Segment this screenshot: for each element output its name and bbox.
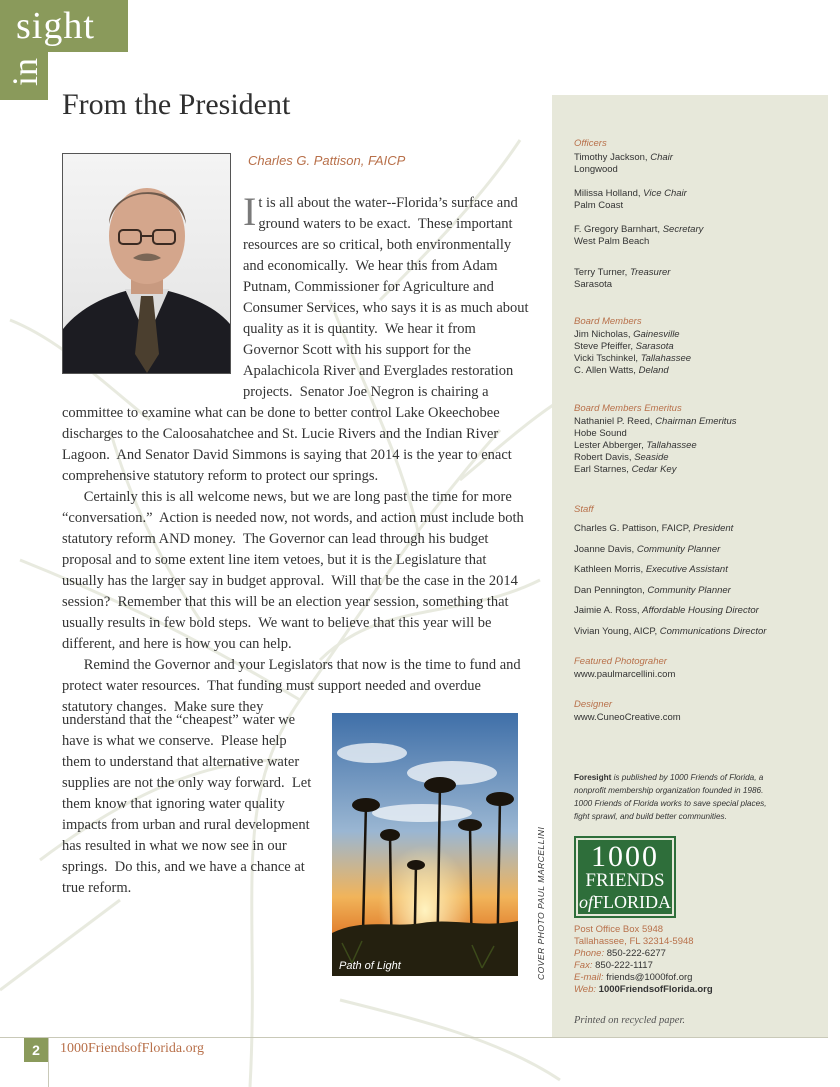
- web-label: Web:: [574, 984, 597, 995]
- footer-website-link[interactable]: 1000FriendsofFlorida.org: [60, 1041, 205, 1056]
- page-number: 2: [24, 1038, 48, 1062]
- logo-friends: FRIENDS: [585, 870, 665, 891]
- board-member-city: Deland: [638, 365, 669, 376]
- article-text-line: and economically. We hear this from Adam: [243, 258, 498, 274]
- officer-role: Chair: [650, 152, 673, 163]
- board-member-city: Sarasota: [635, 341, 674, 352]
- address-line-1: Post Office Box 5948: [574, 924, 664, 935]
- photographer-link[interactable]: www.paulmarcellini.com: [574, 669, 676, 680]
- article-text-line: resources are so critical, both environmentally: [243, 237, 512, 253]
- article-text-line: understand that the “cheapest” water we: [62, 712, 296, 728]
- emeritus-section: [574, 403, 736, 476]
- article-text-line: usually has the larger say in budget approval. Will that be the case in the 2014: [62, 573, 518, 589]
- staff-name: Vivian Young, AICP,: [574, 625, 660, 637]
- article-text-line: Governor Scott with his support for the: [243, 342, 471, 358]
- email-link[interactable]: friends@1000fof.org: [606, 972, 693, 983]
- fax-value: 850-222-1117: [595, 960, 653, 971]
- board-member-name: Jim Nicholas,: [574, 329, 634, 340]
- article-text-line: “conversation.” Action is needed now, not words, and action must include both: [62, 510, 524, 526]
- article-text-line: committee to examine what can be done to better control Lake Okeechobee: [62, 405, 500, 421]
- footer-rule: [48, 1038, 49, 1087]
- section-tab-label: sight: [16, 5, 95, 47]
- emeritus-name: Robert Davis,: [574, 452, 635, 463]
- article-text-line: them know that ignoring water quality: [62, 796, 285, 812]
- article-text-line: supplies are not the only way forward. Let: [62, 775, 312, 791]
- contact-block: [574, 924, 713, 996]
- address-line-2: Tallahassee, FL 32314-5948: [574, 936, 694, 947]
- foresight-text: is published by 1000 Friends of Florida, a nonprofit membership organization founded in 1986. 1000 Friends of Florida works to save special places, fight sprawl, and build better communities.: [574, 773, 767, 821]
- staff-role: Executive Assistant: [645, 564, 728, 575]
- article-text-line: t is all about the water--Florida’s surface and: [258, 195, 518, 211]
- article-text-line: Remind the Governor and your Legislators that now is the time to fund and: [62, 657, 521, 673]
- article-text-line: has resulted in what we now see in our: [62, 838, 287, 854]
- 1000-friends-logo: [574, 836, 676, 918]
- photo-caption: Path of Light: [339, 960, 401, 972]
- officer-city: Sarasota: [574, 279, 613, 290]
- staff-section: [574, 504, 766, 638]
- officer-city: Longwood: [574, 164, 618, 175]
- staff-role: Communications Director: [659, 625, 767, 637]
- article-body-main: [62, 403, 542, 718]
- officer-name: F. Gregory Barnhart,: [574, 224, 663, 235]
- board-member-name: Steve Pfeiffer,: [574, 341, 636, 352]
- staff-title: Staff: [574, 504, 594, 515]
- article-text-line: statutory reform AND money. The Governor can lead through his budget: [62, 531, 489, 547]
- article-text-line: Consumer Services, who says it is as much about: [243, 300, 529, 316]
- officer-name: Terry Turner,: [574, 267, 630, 278]
- board-member-name: C. Allen Watts,: [574, 365, 639, 376]
- article-text-line: statutory changes. Make sure they: [62, 699, 264, 715]
- article-text-line: projects. Senator Joe Negron is chairing a: [243, 384, 489, 400]
- article-text-line: Lagoon. And Senator David Simmons is saying that 2014 is the year to enact: [62, 447, 512, 463]
- article-text-line: Certainly this is all welcome news, but we are long past the time for more: [62, 489, 512, 505]
- emeritus-name: Nathaniel P. Reed,: [574, 416, 656, 427]
- article-text-line: session? Remember that this will be an election year session, something that: [62, 594, 509, 610]
- email-label: E-mail:: [574, 972, 604, 983]
- article-text-line: protect water resources. That funding must support needed and overdue: [62, 678, 481, 694]
- foresight-description: [574, 771, 774, 823]
- article-body-closing: [62, 710, 327, 899]
- designer-section: [574, 699, 681, 724]
- article-text-line: Apalachicola River and Everglades restoration: [243, 363, 514, 379]
- phone-value: 850-222-6277: [606, 948, 666, 959]
- officer-role: Treasurer: [629, 267, 671, 278]
- board-section: [574, 316, 691, 377]
- emeritus-role: Seaside: [634, 452, 669, 463]
- staff-role: Community Planner: [636, 543, 721, 555]
- officers-section: [574, 138, 703, 291]
- designer-title: Designer: [574, 699, 613, 710]
- officer-role: Secretary: [662, 224, 704, 235]
- board-member-city: Tallahassee: [640, 353, 692, 364]
- article-text-line: springs. Do this, and we have a chance at: [62, 859, 305, 875]
- logo-florida-line: [576, 892, 674, 913]
- article-text-line: ground waters to be exact. These important: [258, 216, 513, 232]
- web-link[interactable]: 1000FriendsofFlorida.org: [598, 984, 713, 995]
- board-member-city: Gainesville: [633, 329, 680, 340]
- emeritus-title: Board Members Emeritus: [574, 403, 682, 414]
- officer-name: Timothy Jackson,: [574, 152, 651, 163]
- logo-florida: FLORIDA: [593, 892, 672, 912]
- drop-cap: I: [243, 189, 257, 234]
- photographer-section: [574, 656, 675, 681]
- article-text-line: discharges to the Caloosahatchee and St. Lucie Rivers and the Indian River: [62, 426, 499, 442]
- article-body-intro: [243, 189, 543, 403]
- article-text-line: impacts from urban and rural development: [62, 817, 310, 833]
- article-text-line: true reform.: [62, 880, 132, 896]
- staff-role: Community Planner: [647, 584, 731, 596]
- path-of-light-photo: [332, 713, 518, 976]
- photo-credit: COVER PHOTO PAUL MARCELLINI: [536, 826, 546, 980]
- article-text-line: usually results in few bold steps. We want to believe that this year will be: [62, 615, 492, 631]
- officer-city: West Palm Beach: [574, 236, 650, 247]
- officer-city: Palm Coast: [574, 200, 624, 211]
- board-title: Board Members: [574, 316, 642, 327]
- president-portrait: [62, 153, 231, 374]
- officer-name: Milissa Holland,: [574, 188, 644, 199]
- emeritus-name: Hobe Sound: [574, 428, 627, 439]
- staff-role: Affordable Housing Director: [642, 605, 759, 616]
- logo-number: 1000: [591, 840, 659, 873]
- designer-link[interactable]: www.CuneoCreative.com: [574, 712, 681, 723]
- article-text-line: quality as it is quantity. We hear it from: [243, 321, 476, 337]
- page-title: From the President: [62, 88, 291, 121]
- staff-name: Charles G. Pattison, FAICP,: [574, 523, 694, 534]
- staff-name: Joanne Davis,: [574, 543, 637, 555]
- logo-of: of: [578, 892, 593, 912]
- staff-name: Kathleen Morris,: [574, 564, 646, 575]
- board-member-name: Vicki Tschinkel,: [574, 353, 641, 364]
- officers-title: Officers: [574, 138, 607, 149]
- emeritus-name: Earl Starnes,: [574, 464, 632, 475]
- article-text-line: proposal and to some extent line item vetoes, but it is the Legislature that: [62, 552, 487, 568]
- emeritus-name: Lester Abberger,: [574, 440, 647, 451]
- article-text-line: Putnam, Commissioner for Agriculture and: [243, 279, 494, 295]
- officer-role: Vice Chair: [643, 188, 687, 199]
- staff-name: Dan Pennington,: [574, 584, 648, 596]
- emeritus-role: Tallahassee: [646, 440, 697, 451]
- fax-label: Fax:: [574, 960, 593, 971]
- section-tab-vertical-label: in: [5, 57, 45, 86]
- article-text-line: them to understand that alternative water: [62, 754, 300, 770]
- photographer-title: Featured Photograher: [574, 656, 667, 667]
- staff-role: President: [693, 523, 734, 534]
- article-text-line: comprehensive statutory reform to protect our springs.: [62, 468, 379, 484]
- footer-divider: [0, 1037, 828, 1038]
- foresight-bold: Foresight: [574, 773, 612, 782]
- printed-note: Printed on recycled paper.: [574, 1015, 685, 1026]
- article-text-line: have is what we conserve. Please help: [62, 733, 287, 749]
- phone-label: Phone:: [574, 948, 605, 959]
- staff-name: Jaimie A. Ross,: [574, 605, 643, 616]
- article-text-line: different, and here is how you can help.: [62, 636, 292, 652]
- emeritus-role: Chairman Emeritus: [655, 416, 737, 427]
- emeritus-role: Cedar Key: [631, 464, 677, 475]
- article-byline: Charles G. Pattison, FAICP: [248, 153, 406, 168]
